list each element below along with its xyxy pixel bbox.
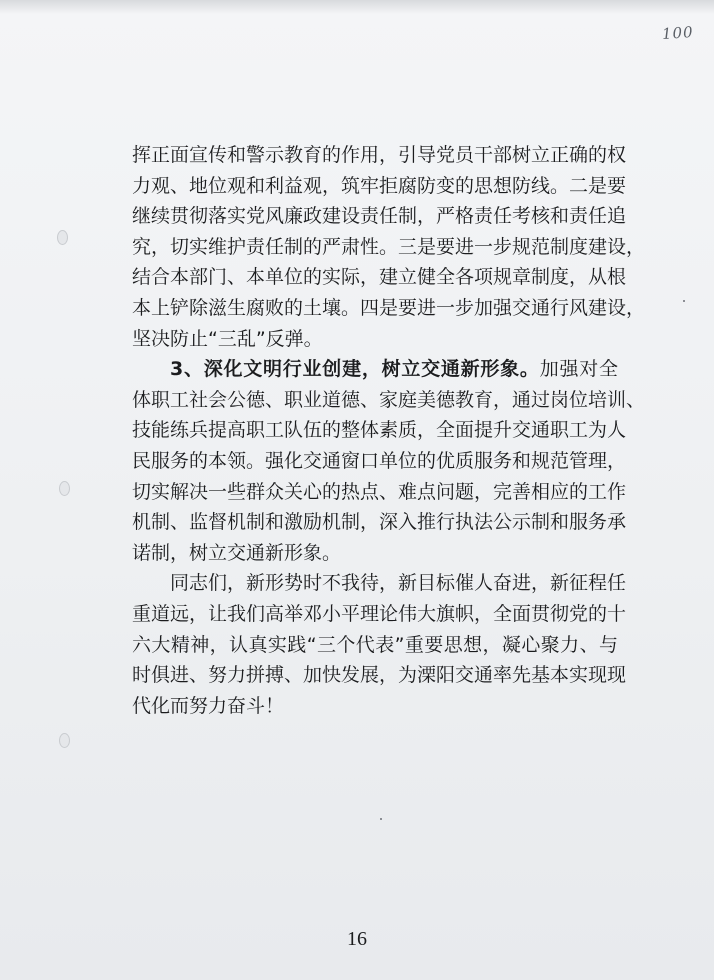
section-heading: 3、深化文明行业创建，树立交通新形象。 [170,358,540,381]
text-line: 时俱进、努力拼搏、加快发展，为溧阳交通率先基本实现现 [132,664,627,687]
punch-hole-mark [59,481,70,496]
text-line: 诺制，树立交通新形象。 [132,541,342,564]
handwritten-page-number: 100 [661,22,695,44]
text-line: 同志们，新形势时不我待，新目标催人奋进，新征程任 [170,572,627,595]
scan-speck [380,818,382,820]
text-line: 结合本部门、本单位的实际，建立健全各项规章制度，从根 [132,266,627,289]
text-line: 坚决防止“三乱”反弹。 [132,327,323,350]
text-line: 力观、地位观和利益观，筑牢拒腐防变的思想防线。二是要 [132,174,627,197]
page-number: 16 [347,928,367,950]
paragraph-3 [132,568,627,721]
text-line: 机制、监督机制和激励机制，深入推行执法公示制和服务承 [132,511,627,534]
paragraph-2 [132,354,646,568]
punch-hole-mark [57,230,68,245]
punch-hole-mark [59,733,70,748]
text-line: 重道远，让我们高举邓小平理论伟大旗帜，全面贯彻党的十 [132,602,627,625]
scan-speck [683,300,685,302]
text-line: 究，切实维护责任制的严肃性。三是要进一步规范制度建设， [132,235,646,258]
text-line: 技能练兵提高职工队伍的整体素质，全面提升交通职工为人 [132,419,627,442]
text-line: 继续贯彻落实党风廉政建设责任制，严格责任考核和责任追 [132,205,627,228]
text-line: 代化而努力奋斗！ [132,694,285,717]
page-edge-shadow [0,0,714,14]
text-line: 本上铲除滋生腐败的土壤。四是要进一步加强交通行风建设， [132,296,646,319]
text-line: 体职工社会公德、职业道德、家庭美德教育，通过岗位培训、 [132,388,646,411]
paragraph-1 [132,140,646,354]
text-line [132,354,618,385]
text-line: 民服务的本领。强化交通窗口单位的优质服务和规范管理， [132,449,627,472]
heading-line-rest: 加强对全 [539,358,618,381]
text-line: 六大精神，认真实践“三个代表”重要思想，凝心聚力、与 [132,633,618,656]
text-line: 挥正面宣传和警示教育的作用，引导党员干部树立正确的权 [132,144,627,166]
document-body [132,140,646,721]
text-line: 切实解决一些群众关心的热点、难点问题，完善相应的工作 [132,480,627,503]
